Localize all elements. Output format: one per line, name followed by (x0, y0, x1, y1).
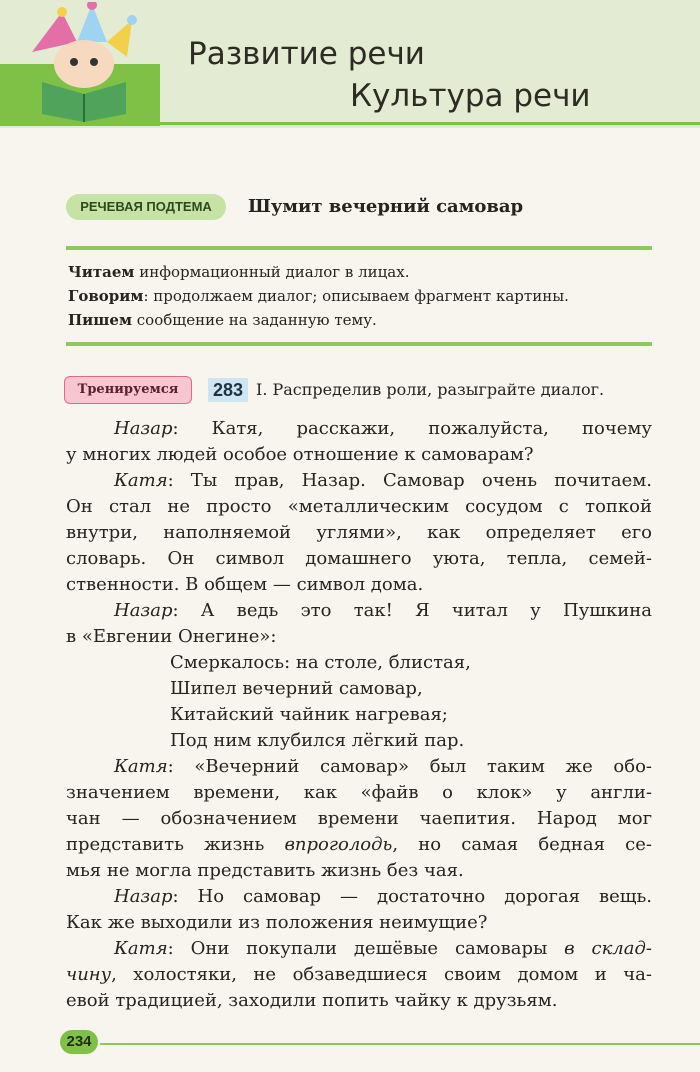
dialog-line: Назар: А ведь это так! Я читал у Пушкина (114, 600, 652, 621)
dialog-line: Он стал не просто «металлическим сосудом с топкой (66, 496, 652, 517)
dialog-line: внутри, наполняемой углями», как определяет его (66, 522, 652, 543)
section-subtitle: Культура речи (350, 78, 591, 114)
dialog-line: мья не могла представить жизнь без чая. (66, 860, 464, 881)
dialog-line: Катя: «Вечерний самовар» был таким же обо- (114, 756, 652, 777)
dialog-line: в «Евгении Онегине»: (66, 626, 277, 647)
goals-top-rule (66, 246, 652, 250)
jester-reading-book-icon (22, 2, 142, 122)
dialog-line: евой традицией, заходили попить чайку к друзьям. (66, 990, 558, 1011)
dialog-line: чан — обозначением времени чаепития. Народ мог (66, 808, 652, 829)
footer-rule (100, 1043, 700, 1045)
dialog-line: словарь. Он символ домашнего уюта, тепла, семей- (66, 548, 652, 569)
goal-write: Пишем сообщение на заданную тему. (68, 311, 377, 329)
dialog-line: у многих людей особое отношение к самоварам? (66, 444, 534, 465)
dialog-line: представить жизнь впроголодь, но самая бедная се- (66, 834, 652, 855)
dialog-line: Назар: Катя, расскажи, пожалуйста, почему (114, 418, 652, 439)
poem-line: Шипел вечерний самовар, (170, 678, 423, 699)
dialog-line: Катя: Ты прав, Назар. Самовар очень почитаем. (114, 470, 652, 491)
goal-speak: Говорим: продолжаем диалог; описываем фрагмент картины. (68, 287, 569, 305)
poem-line: Китайский чайник нагревая; (170, 704, 448, 725)
dialog-line: Назар: Но самовар — достаточно дорогая вещь. (114, 886, 652, 907)
goals-block (68, 260, 654, 332)
exercise-task: I. Распределив роли, разыграйте диалог. (256, 380, 605, 399)
dialog-line: ственности. В общем — символ дома. (66, 574, 424, 595)
poem-line: Смеркалось: на столе, блистая, (170, 652, 471, 673)
exercise-number: 283 (208, 378, 248, 402)
training-badge: Тренируемся (64, 376, 192, 404)
page-number: 234 (60, 1030, 98, 1054)
subtopic-title: Шумит вечерний самовар (248, 196, 524, 217)
dialog-line: значением времени, как «файв о клок» у англи- (66, 782, 652, 803)
goals-bottom-rule (66, 342, 652, 346)
dialog-line: Как же выходили из положения неимущие? (66, 912, 488, 933)
goal-read: Читаем информационный диалог в лицах. (68, 263, 410, 281)
dialog-line: Катя: Они покупали дешёвые самовары в склад- (114, 938, 652, 959)
section-title: Развитие речи (188, 36, 425, 72)
poem-line: Под ним клубился лёгкий пар. (170, 730, 465, 751)
header-underline (160, 122, 700, 125)
dialog-line: чину, холостяки, не обзаведшиеся своим домом и ча- (66, 964, 652, 985)
subtopic-badge: РЕЧЕВАЯ ПОДТЕМА (66, 194, 226, 220)
